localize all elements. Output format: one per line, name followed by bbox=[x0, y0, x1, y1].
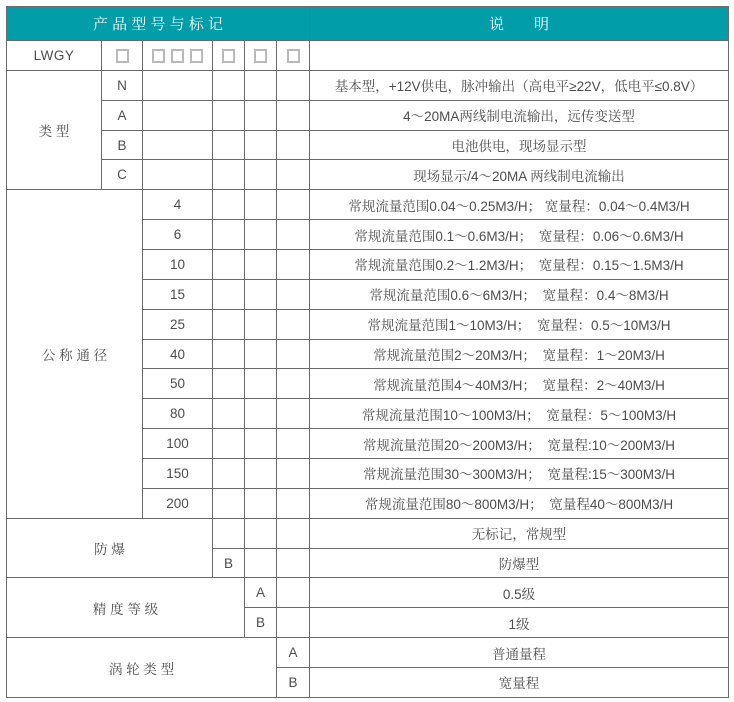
model-name: LWGY bbox=[7, 41, 102, 71]
empty-checkbox-icon bbox=[116, 49, 129, 63]
turbine-desc: 宽量程 bbox=[310, 668, 729, 698]
type-label: 类 型 bbox=[7, 70, 102, 189]
empty-cell bbox=[277, 220, 310, 250]
explosion-code bbox=[213, 518, 245, 548]
model-box-group-3 bbox=[213, 41, 245, 71]
empty-cell bbox=[310, 41, 729, 71]
empty-cell bbox=[213, 190, 245, 220]
empty-cell bbox=[277, 279, 310, 309]
turbine-code: B bbox=[277, 668, 310, 698]
empty-cell bbox=[245, 429, 277, 459]
type-row bbox=[7, 130, 729, 160]
diameter-desc: 常规流量范围80～800M3/H； 宽量程40～800M3/H bbox=[310, 488, 729, 518]
empty-cell bbox=[277, 339, 310, 369]
diameter-row bbox=[7, 190, 729, 220]
empty-cell bbox=[277, 250, 310, 280]
turbine-desc: 普通量程 bbox=[310, 638, 729, 668]
explosion-code: B bbox=[213, 548, 245, 578]
empty-cell bbox=[213, 429, 245, 459]
empty-cell bbox=[213, 399, 245, 429]
diameter-size: 10 bbox=[143, 250, 213, 280]
empty-checkbox-icon bbox=[287, 49, 300, 63]
type-desc: 基本型，+12V供电，脉冲输出（高电平≥22V，低电平≤0.8V） bbox=[310, 70, 729, 100]
accuracy-desc: 1级 bbox=[310, 608, 729, 638]
empty-cell bbox=[245, 518, 277, 548]
model-box-group-4 bbox=[245, 41, 277, 71]
turbine-code: A bbox=[277, 638, 310, 668]
diameter-label: 公 称 通 径 bbox=[7, 190, 143, 518]
diameter-size: 80 bbox=[143, 399, 213, 429]
empty-checkbox-icon bbox=[222, 49, 235, 63]
explosion-desc: 防爆型 bbox=[310, 548, 729, 578]
empty-cell bbox=[245, 459, 277, 489]
empty-cell bbox=[277, 100, 310, 130]
explosion-desc: 无标记，常规型 bbox=[310, 518, 729, 548]
empty-cell bbox=[245, 190, 277, 220]
type-code: C bbox=[102, 160, 143, 190]
table-header-row bbox=[7, 7, 729, 41]
diameter-size: 6 bbox=[143, 220, 213, 250]
diameter-size: 200 bbox=[143, 488, 213, 518]
header-product-label: 产 品 型 号 与 标 记 bbox=[7, 7, 310, 41]
diameter-size: 15 bbox=[143, 279, 213, 309]
type-row bbox=[7, 70, 729, 100]
type-desc: 电池供电，现场显示型 bbox=[310, 130, 729, 160]
empty-cell bbox=[213, 100, 245, 130]
diameter-desc: 常规流量范围1～10M3/H； 宽量程：0.5～10M3/H bbox=[310, 309, 729, 339]
diameter-size: 150 bbox=[143, 459, 213, 489]
model-row bbox=[7, 41, 729, 71]
diameter-desc: 常规流量范围20～200M3/H； 宽量程:10～200M3/H bbox=[310, 429, 729, 459]
empty-cell bbox=[143, 160, 213, 190]
empty-cell bbox=[245, 548, 277, 578]
empty-cell bbox=[245, 309, 277, 339]
empty-cell bbox=[213, 488, 245, 518]
type-code: B bbox=[102, 130, 143, 160]
empty-cell bbox=[213, 70, 245, 100]
empty-cell bbox=[277, 70, 310, 100]
diameter-size: 25 bbox=[143, 309, 213, 339]
diameter-size: 100 bbox=[143, 429, 213, 459]
empty-cell bbox=[143, 100, 213, 130]
diameter-desc: 常规流量范围10～100M3/H； 宽量程：5～100M3/H bbox=[310, 399, 729, 429]
empty-cell bbox=[277, 518, 310, 548]
accuracy-label: 精 度 等 级 bbox=[7, 578, 245, 638]
empty-cell bbox=[245, 339, 277, 369]
model-box-group-1 bbox=[102, 41, 143, 71]
empty-cell bbox=[213, 309, 245, 339]
empty-cell bbox=[213, 459, 245, 489]
explosion-row bbox=[7, 518, 729, 548]
model-box-group-2 bbox=[143, 41, 213, 71]
accuracy-code: A bbox=[245, 578, 277, 608]
empty-cell bbox=[277, 190, 310, 220]
diameter-desc: 常规流量范围0.2～1.2M3/H； 宽量程：0.15～1.5M3/H bbox=[310, 250, 729, 280]
empty-cell bbox=[277, 548, 310, 578]
turbine-label: 涡 轮 类 型 bbox=[7, 638, 277, 698]
empty-checkbox-icon bbox=[190, 49, 203, 63]
empty-checkbox-icon bbox=[171, 49, 184, 63]
empty-cell bbox=[245, 279, 277, 309]
type-desc: 4～20MA两线制电流输出，远传变送型 bbox=[310, 100, 729, 130]
accuracy-row bbox=[7, 578, 729, 608]
empty-cell bbox=[277, 130, 310, 160]
diameter-desc: 常规流量范围4～40M3/H； 宽量程：2～40M3/H bbox=[310, 369, 729, 399]
empty-cell bbox=[245, 488, 277, 518]
diameter-desc: 常规流量范围0.1～0.6M3/H； 宽量程：0.06～0.6M3/H bbox=[310, 220, 729, 250]
empty-cell bbox=[213, 160, 245, 190]
empty-cell bbox=[245, 130, 277, 160]
empty-cell bbox=[213, 369, 245, 399]
diameter-desc: 常规流量范围0.04～0.25M3/H； 宽量程：0.04～0.4M3/H bbox=[310, 190, 729, 220]
empty-checkbox-icon bbox=[152, 49, 165, 63]
empty-cell bbox=[277, 309, 310, 339]
accuracy-desc: 0.5级 bbox=[310, 578, 729, 608]
type-row bbox=[7, 160, 729, 190]
diameter-desc: 常规流量范围30～300M3/H； 宽量程:15～300M3/H bbox=[310, 459, 729, 489]
empty-cell bbox=[143, 130, 213, 160]
empty-cell bbox=[245, 70, 277, 100]
diameter-size: 40 bbox=[143, 339, 213, 369]
empty-cell bbox=[245, 100, 277, 130]
explosion-label: 防 爆 bbox=[7, 518, 213, 578]
empty-cell bbox=[143, 70, 213, 100]
empty-cell bbox=[277, 160, 310, 190]
empty-cell bbox=[245, 250, 277, 280]
empty-cell bbox=[245, 399, 277, 429]
empty-cell bbox=[245, 369, 277, 399]
diameter-size: 4 bbox=[143, 190, 213, 220]
spec-table bbox=[6, 6, 729, 698]
empty-checkbox-icon bbox=[254, 49, 267, 63]
empty-cell bbox=[213, 250, 245, 280]
empty-cell bbox=[277, 399, 310, 429]
diameter-desc: 常规流量范围2～20M3/H； 宽量程：1～20M3/H bbox=[310, 339, 729, 369]
empty-cell bbox=[277, 459, 310, 489]
diameter-size: 50 bbox=[143, 369, 213, 399]
empty-cell bbox=[277, 578, 310, 608]
empty-cell bbox=[213, 220, 245, 250]
type-row bbox=[7, 100, 729, 130]
empty-cell bbox=[277, 488, 310, 518]
empty-cell bbox=[245, 160, 277, 190]
header-description-label: 说 明 bbox=[310, 7, 729, 41]
type-code: N bbox=[102, 70, 143, 100]
type-desc: 现场显示/4～20MA 两线制电流输出 bbox=[310, 160, 729, 190]
empty-cell bbox=[213, 339, 245, 369]
diameter-desc: 常规流量范围0.6～6M3/H； 宽量程：0.4～8M3/H bbox=[310, 279, 729, 309]
accuracy-code: B bbox=[245, 608, 277, 638]
type-code: A bbox=[102, 100, 143, 130]
empty-cell bbox=[245, 220, 277, 250]
empty-cell bbox=[277, 429, 310, 459]
empty-cell bbox=[277, 608, 310, 638]
empty-cell bbox=[213, 130, 245, 160]
model-box-group-5 bbox=[277, 41, 310, 71]
empty-cell bbox=[277, 369, 310, 399]
empty-cell bbox=[213, 279, 245, 309]
turbine-row bbox=[7, 638, 729, 668]
